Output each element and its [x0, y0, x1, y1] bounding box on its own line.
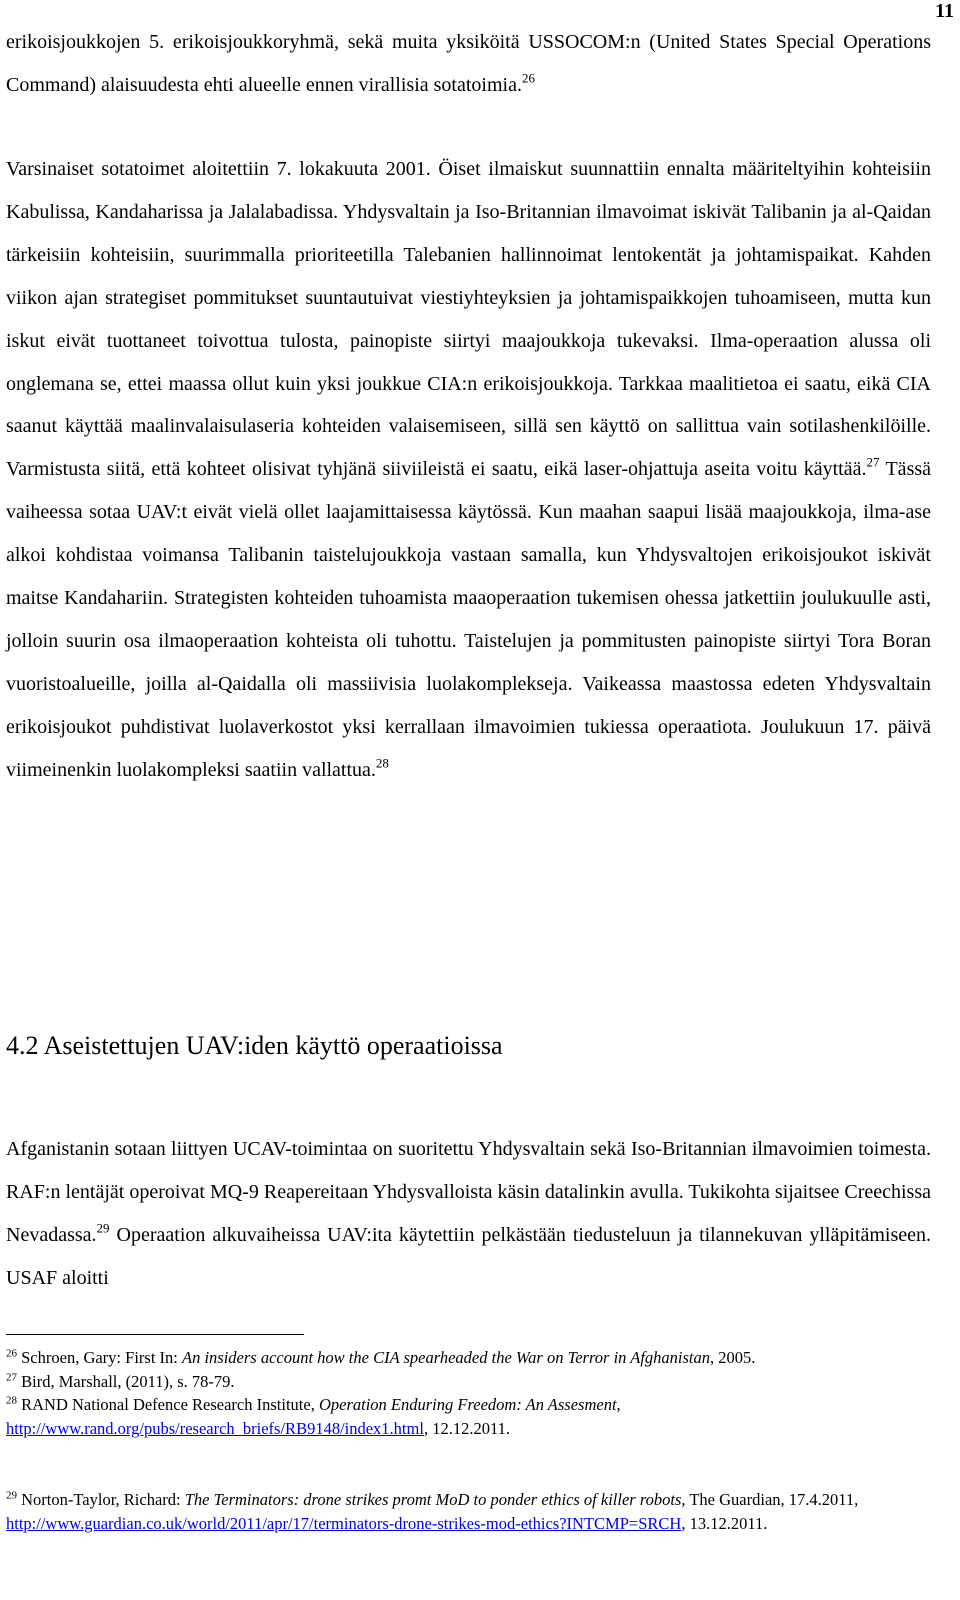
footnote-ref-27[interactable]: 27 [866, 454, 880, 470]
footnote-date: , 12.12.2011. [423, 1418, 510, 1438]
footnote-ref-26[interactable]: 26 [521, 70, 535, 86]
footnote-link-guardian[interactable]: http://www.guardian.co.uk/world/2011/apr/17/terminators-drone-strikes-mod-ethics?INTCMP=SRCH [6, 1513, 682, 1533]
paragraph-3-text-b: Operaation alkuvaiheissa UAV:ita käytettiin pelkästään tiedusteluun ja tilannekuvan ylläpitämiseen. USAF aloitti [6, 1223, 931, 1289]
footnote-link-rand[interactable]: http://www.rand.org/pubs/research_briefs/RB9148/index1.html [6, 1418, 424, 1438]
section-heading: 4.2 Aseistettujen UAV:iden käyttö operaatioissa [6, 1031, 503, 1060]
footnote-text: Schroen, Gary: First In: [21, 1348, 182, 1367]
footnote-ref-29[interactable]: 29 [96, 1220, 110, 1236]
footnote-separator [6, 1334, 304, 1335]
footnote-text: Bird, Marshall, (2011), s. 78-79. [21, 1371, 235, 1391]
footnote-title: An insiders account how the CIA spearheaded the War on Terror in Afghanistan [181, 1348, 710, 1367]
page-number: 11 [935, 0, 954, 22]
footnote-date: , 13.12.2011. [681, 1513, 768, 1533]
footnotes-block-2 [6, 1488, 931, 1535]
footnotes-block [6, 1346, 931, 1440]
footnote-26 [6, 1346, 931, 1370]
paragraph-3-text-a: Afganistanin sotaan liittyen UCAV-toimintaa on suoritettu Yhdysvaltain sekä Iso-Britannian ilmavoimien toimesta. RAF:n lentäjät operoivat MQ-9 Reapereitaan Yhdysvalloista käsin datalinkin avulla. Tukikohta sijaitsee Creechissa Nevadassa. [6, 1138, 931, 1246]
footnote-28 [6, 1393, 931, 1440]
footnote-number: 27 [6, 1370, 17, 1383]
footnote-title: Operation Enduring Freedom: An Assesment [318, 1395, 617, 1414]
footnote-29 [6, 1488, 931, 1535]
paragraph-3 [6, 1128, 931, 1300]
paragraph-1 [6, 21, 931, 107]
footnote-number: 28 [6, 1394, 17, 1407]
footnote-27 [6, 1370, 931, 1394]
footnote-number: 29 [6, 1489, 17, 1502]
footnote-text: , The Guardian, 17.4.2011, [681, 1490, 859, 1509]
paragraph-1-text: erikoisjoukkojen 5. erikoisjoukkoryhmä, sekä muita yksiköitä USSOCOM:n (United States Special Operations Command) alaisuudesta ehti alueelle ennen virallisia sotatoimia. [6, 31, 931, 96]
footnote-title: The Terminators: drone strikes promt MoD to ponder ethics of killer robots [184, 1490, 682, 1509]
paragraph-2-text-b: Tässä vaiheessa sotaa UAV:t eivät vielä ollet laajamittaisessa käytössä. Kun maahan saapui lisää maajoukkoja, ilma-ase alkoi kohdistaa voimansa Talibanin taistelujoukkoja vastaan samalla, kun Yhdysvaltojen erikoisjoukot iskivät maitse Kandahariin. Strategisten kohteiden tuhoamista maaoperaation tukemisen ohessa jatkettiin joulukuulle asti, jolloin suurin osa ilmaoperaation kohteista oli tuhottu. Taistelujen ja pommitusten painopiste siirtyi Tora Boran vuoristoalueille, joilla al-Qaidalla oli massiivisia luolakomplekseja. Vaikeassa maastossa edeten Yhdysvaltain erikoisjoukot puhdistivat luolaverkostot yksi kerrallaan ilmavoimien tukiessa operaatiota. Joulukuun 17. päivä viimeinenkin luolakompleksi saatiin vallattua. [6, 458, 932, 781]
footnote-text: , [616, 1395, 621, 1414]
footnote-number: 26 [6, 1347, 17, 1360]
footnote-text: RAND National Defence Research Institute, [21, 1395, 319, 1414]
footnote-ref-28[interactable]: 28 [375, 755, 389, 771]
paragraph-2 [6, 148, 931, 792]
footnote-text: , 2005. [710, 1348, 756, 1367]
footnote-text: Norton-Taylor, Richard: [21, 1490, 185, 1509]
paragraph-2-text-a: Varsinaiset sotatoimet aloitettiin 7. lokakuuta 2001. Öiset ilmaiskut suunnattiin ennalta määriteltyihin kohteisiin Kabulissa, Kandaharissa ja Jalalabadissa. Yhdysvaltain ja Iso-Britannian ilmavoimat iskivät Talibanin ja al-Qaidan tärkeisiin kohteisiin, suurimmalla prioriteetilla Talebanien hallinnoimat lentokentät ja johtamispaikat. Kahden viikon ajan strategiset pommitukset suuntautuivat viestiyhteyksien ja johtamispaikkojen tuhoamiseen, mutta kun iskut eivät tuottaneet toivottua tulosta, painopiste siirtyi maajoukkoja tukevaksi. Ilma-operaation alussa oli onglemana se, ettei maassa ollut kuin yksi joukkue CIA:n erikoisjoukkoja. Tarkkaa maalitietoa ei saatu, eikä CIA saanut käyttää maalinvalaisulaseria kohteiden valaisemiseen, sillä sen käyttö on sallittua vain sotilashenkilöille. Varmistusta siitä, että kohteet olisivat tyhjänä siiviileistä ei saatu, eikä laser-ohjattuja aseita voitu käyttää. [6, 158, 931, 481]
